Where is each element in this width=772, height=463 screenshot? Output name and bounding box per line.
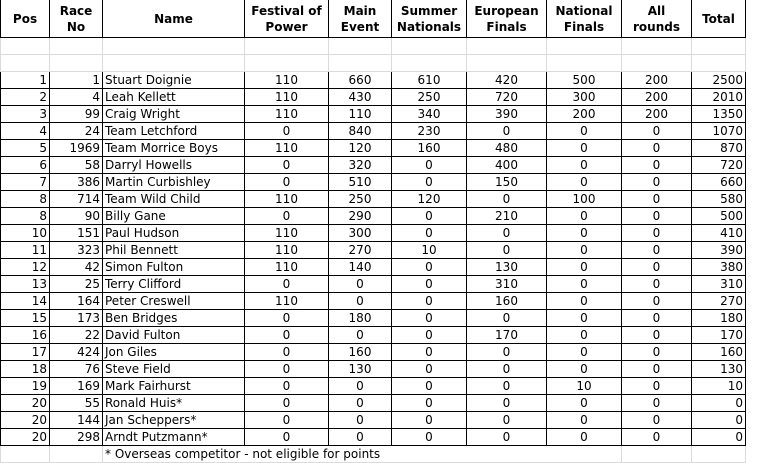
european-finals-cell[interactable]: 0: [467, 361, 547, 378]
empty-cell[interactable]: [1, 55, 50, 72]
name-cell[interactable]: Team Morrice Boys: [103, 140, 245, 157]
pos-cell[interactable]: 16: [1, 327, 50, 344]
main-event-cell[interactable]: 300: [329, 225, 392, 242]
pos-cell[interactable]: 6: [1, 157, 50, 174]
pos-cell[interactable]: 3: [1, 106, 50, 123]
race-no-cell[interactable]: 151: [50, 225, 103, 242]
festival-of-power-cell[interactable]: 0: [245, 310, 329, 327]
main-event-cell[interactable]: 120: [329, 140, 392, 157]
header-summer-nationals[interactable]: Summer Nationals: [392, 0, 467, 38]
main-event-cell[interactable]: 110: [329, 106, 392, 123]
main-event-cell[interactable]: 140: [329, 259, 392, 276]
festival-of-power-cell[interactable]: 110: [245, 106, 329, 123]
pos-cell[interactable]: 13: [1, 276, 50, 293]
all-rounds-cell[interactable]: 0: [622, 344, 692, 361]
table-row: [1, 412, 746, 429]
header-main-event[interactable]: Main Event: [329, 0, 392, 38]
festival-of-power-cell[interactable]: 0: [245, 327, 329, 344]
table-row: [1, 429, 746, 446]
main-event-cell[interactable]: 290: [329, 208, 392, 225]
all-rounds-cell[interactable]: 0: [622, 395, 692, 412]
race-no-cell[interactable]: 99: [50, 106, 103, 123]
festival-of-power-cell[interactable]: 110: [245, 259, 329, 276]
summer-nationals-cell[interactable]: 0: [392, 225, 467, 242]
name-cell[interactable]: Paul Hudson: [103, 225, 245, 242]
race-no-cell[interactable]: 144: [50, 412, 103, 429]
race-no-cell[interactable]: 298: [50, 429, 103, 446]
national-finals-cell[interactable]: 0: [547, 276, 622, 293]
all-rounds-cell[interactable]: 0: [622, 157, 692, 174]
standings-body: [1, 72, 746, 446]
pos-cell[interactable]: 20: [1, 429, 50, 446]
main-event-cell[interactable]: 320: [329, 157, 392, 174]
festival-of-power-cell[interactable]: 0: [245, 123, 329, 140]
table-row: [1, 259, 746, 276]
national-finals-cell[interactable]: 0: [547, 395, 622, 412]
empty-cell[interactable]: [245, 55, 329, 72]
empty-row: [1, 38, 746, 55]
empty-cell[interactable]: [622, 55, 692, 72]
pos-cell[interactable]: 18: [1, 361, 50, 378]
main-event-cell[interactable]: 250: [329, 191, 392, 208]
european-finals-cell[interactable]: 0: [467, 242, 547, 259]
all-rounds-cell[interactable]: 0: [622, 276, 692, 293]
national-finals-cell[interactable]: 0: [547, 123, 622, 140]
empty-cell[interactable]: [692, 55, 746, 72]
race-no-cell[interactable]: 1: [50, 72, 103, 89]
national-finals-cell[interactable]: 300: [547, 89, 622, 106]
all-rounds-cell[interactable]: 0: [622, 123, 692, 140]
empty-cell[interactable]: [622, 38, 692, 55]
name-cell[interactable]: Mark Fairhurst: [103, 378, 245, 395]
national-finals-cell[interactable]: 0: [547, 344, 622, 361]
summer-nationals-cell[interactable]: 610: [392, 72, 467, 89]
empty-row: [1, 55, 746, 72]
race-no-cell[interactable]: 1969: [50, 140, 103, 157]
race-no-cell[interactable]: 4: [50, 89, 103, 106]
name-cell[interactable]: Team Letchford: [103, 123, 245, 140]
table-row: [1, 123, 746, 140]
main-event-cell[interactable]: 160: [329, 344, 392, 361]
empty-cell[interactable]: [692, 38, 746, 55]
european-finals-cell[interactable]: 0: [467, 378, 547, 395]
summer-nationals-cell[interactable]: 230: [392, 123, 467, 140]
summer-nationals-cell[interactable]: 0: [392, 344, 467, 361]
total-cell[interactable]: 1350: [692, 106, 746, 123]
pos-cell[interactable]: 20: [1, 412, 50, 429]
national-finals-cell[interactable]: 0: [547, 242, 622, 259]
festival-of-power-cell[interactable]: 0: [245, 361, 329, 378]
empty-cell[interactable]: [547, 55, 622, 72]
name-cell[interactable]: Craig Wright: [103, 106, 245, 123]
summer-nationals-cell[interactable]: 0: [392, 259, 467, 276]
table-row: [1, 395, 746, 412]
total-cell[interactable]: 310: [692, 276, 746, 293]
national-finals-cell[interactable]: 0: [547, 208, 622, 225]
all-rounds-cell[interactable]: 0: [622, 140, 692, 157]
race-no-cell[interactable]: 55: [50, 395, 103, 412]
race-no-cell[interactable]: 24: [50, 123, 103, 140]
pos-cell[interactable]: 8: [1, 208, 50, 225]
total-cell[interactable]: 870: [692, 140, 746, 157]
name-cell[interactable]: Jon Giles: [103, 344, 245, 361]
total-cell[interactable]: 2500: [692, 72, 746, 89]
festival-of-power-cell[interactable]: 110: [245, 225, 329, 242]
european-finals-cell[interactable]: 0: [467, 310, 547, 327]
name-cell[interactable]: Ronald Huis*: [103, 395, 245, 412]
summer-nationals-cell[interactable]: 0: [392, 395, 467, 412]
name-cell[interactable]: Leah Kellett: [103, 89, 245, 106]
empty-cell[interactable]: [329, 55, 392, 72]
table-row: [1, 327, 746, 344]
main-event-cell[interactable]: 0: [329, 378, 392, 395]
national-finals-cell[interactable]: 0: [547, 225, 622, 242]
race-no-cell[interactable]: 173: [50, 310, 103, 327]
empty-cell[interactable]: [392, 55, 467, 72]
name-cell[interactable]: Peter Creswell: [103, 293, 245, 310]
total-cell[interactable]: 0: [692, 412, 746, 429]
national-finals-cell[interactable]: 0: [547, 310, 622, 327]
summer-nationals-cell[interactable]: 0: [392, 310, 467, 327]
header-race-no[interactable]: Race No: [50, 0, 103, 38]
race-no-cell[interactable]: 90: [50, 208, 103, 225]
footnote-text[interactable]: * Overseas competitor - not eligible for points: [103, 446, 622, 463]
main-event-cell[interactable]: 510: [329, 174, 392, 191]
pos-cell[interactable]: 19: [1, 378, 50, 395]
national-finals-cell[interactable]: 0: [547, 429, 622, 446]
table-row: [1, 361, 746, 378]
pos-cell[interactable]: 7: [1, 174, 50, 191]
name-cell[interactable]: Ben Bridges: [103, 310, 245, 327]
total-cell[interactable]: 180: [692, 310, 746, 327]
european-finals-cell[interactable]: 310: [467, 276, 547, 293]
european-finals-cell[interactable]: 0: [467, 344, 547, 361]
empty-cell[interactable]: [329, 38, 392, 55]
total-cell[interactable]: 720: [692, 157, 746, 174]
header-festival-of-power[interactable]: Festival of Power: [245, 0, 329, 38]
total-cell[interactable]: 660: [692, 174, 746, 191]
all-rounds-cell[interactable]: 0: [622, 293, 692, 310]
summer-nationals-cell[interactable]: 0: [392, 412, 467, 429]
pos-cell[interactable]: 10: [1, 225, 50, 242]
race-no-cell[interactable]: 164: [50, 293, 103, 310]
header-national-finals[interactable]: National Finals: [547, 0, 622, 38]
national-finals-cell[interactable]: 100: [547, 191, 622, 208]
name-cell[interactable]: Phil Bennett: [103, 242, 245, 259]
summer-nationals-cell[interactable]: 0: [392, 174, 467, 191]
national-finals-cell[interactable]: 0: [547, 293, 622, 310]
summer-nationals-cell[interactable]: 340: [392, 106, 467, 123]
empty-cell[interactable]: [392, 38, 467, 55]
festival-of-power-cell[interactable]: 0: [245, 429, 329, 446]
table-row: [1, 106, 746, 123]
festival-of-power-cell[interactable]: 110: [245, 242, 329, 259]
pos-cell[interactable]: 2: [1, 89, 50, 106]
all-rounds-cell[interactable]: 0: [622, 412, 692, 429]
race-no-cell[interactable]: 714: [50, 191, 103, 208]
empty-cell[interactable]: [467, 55, 547, 72]
national-finals-cell[interactable]: 500: [547, 72, 622, 89]
table-row: [1, 208, 746, 225]
all-rounds-cell[interactable]: 0: [622, 378, 692, 395]
table-row: [1, 174, 746, 191]
race-no-cell[interactable]: 76: [50, 361, 103, 378]
main-event-cell[interactable]: 0: [329, 395, 392, 412]
race-no-cell[interactable]: 25: [50, 276, 103, 293]
total-cell[interactable]: 10: [692, 378, 746, 395]
empty-cell[interactable]: [1, 38, 50, 55]
pos-cell[interactable]: 4: [1, 123, 50, 140]
table-row: [1, 293, 746, 310]
name-cell[interactable]: Martin Curbishley: [103, 174, 245, 191]
summer-nationals-cell[interactable]: 10: [392, 242, 467, 259]
total-cell[interactable]: 0: [692, 429, 746, 446]
national-finals-cell[interactable]: 200: [547, 106, 622, 123]
festival-of-power-cell[interactable]: 0: [245, 174, 329, 191]
main-event-cell[interactable]: 0: [329, 276, 392, 293]
empty-cell[interactable]: [467, 38, 547, 55]
empty-rows: [1, 38, 746, 72]
name-cell[interactable]: Billy Gane: [103, 208, 245, 225]
european-finals-cell[interactable]: 170: [467, 327, 547, 344]
european-finals-cell[interactable]: 0: [467, 191, 547, 208]
summer-nationals-cell[interactable]: 0: [392, 327, 467, 344]
name-cell[interactable]: Simon Fulton: [103, 259, 245, 276]
european-finals-cell[interactable]: 720: [467, 89, 547, 106]
main-event-cell[interactable]: 430: [329, 89, 392, 106]
main-event-cell[interactable]: 180: [329, 310, 392, 327]
pos-cell[interactable]: 17: [1, 344, 50, 361]
european-finals-cell[interactable]: 130: [467, 259, 547, 276]
pos-cell[interactable]: 8: [1, 191, 50, 208]
summer-nationals-cell[interactable]: 160: [392, 140, 467, 157]
all-rounds-cell[interactable]: 0: [622, 361, 692, 378]
total-cell[interactable]: 0: [692, 395, 746, 412]
name-cell[interactable]: Jan Scheppers*: [103, 412, 245, 429]
total-cell[interactable]: 500: [692, 208, 746, 225]
european-finals-cell[interactable]: 0: [467, 429, 547, 446]
empty-cell[interactable]: [103, 55, 245, 72]
festival-of-power-cell[interactable]: 0: [245, 344, 329, 361]
summer-nationals-cell[interactable]: 0: [392, 378, 467, 395]
summer-nationals-cell[interactable]: 0: [392, 361, 467, 378]
all-rounds-cell[interactable]: 0: [622, 259, 692, 276]
european-finals-cell[interactable]: 160: [467, 293, 547, 310]
summer-nationals-cell[interactable]: 120: [392, 191, 467, 208]
table-row: [1, 157, 746, 174]
festival-of-power-cell[interactable]: 110: [245, 293, 329, 310]
table-row: [1, 242, 746, 259]
name-cell[interactable]: Team Wild Child: [103, 191, 245, 208]
festival-of-power-cell[interactable]: 110: [245, 191, 329, 208]
header-pos[interactable]: Pos: [1, 0, 50, 38]
race-no-cell[interactable]: 58: [50, 157, 103, 174]
header-name[interactable]: Name: [103, 0, 245, 38]
main-event-cell[interactable]: 0: [329, 412, 392, 429]
header-row: [1, 0, 746, 38]
empty-cell[interactable]: [103, 38, 245, 55]
total-cell[interactable]: 170: [692, 327, 746, 344]
all-rounds-cell[interactable]: 0: [622, 225, 692, 242]
total-cell[interactable]: 2010: [692, 89, 746, 106]
race-no-cell[interactable]: 169: [50, 378, 103, 395]
table-row: [1, 191, 746, 208]
main-event-cell[interactable]: 270: [329, 242, 392, 259]
main-event-cell[interactable]: 0: [329, 293, 392, 310]
european-finals-cell[interactable]: 480: [467, 140, 547, 157]
total-cell[interactable]: 580: [692, 191, 746, 208]
european-finals-cell[interactable]: 0: [467, 395, 547, 412]
all-rounds-cell[interactable]: 0: [622, 310, 692, 327]
pos-cell[interactable]: 12: [1, 259, 50, 276]
pos-cell[interactable]: 20: [1, 395, 50, 412]
main-event-cell[interactable]: 0: [329, 327, 392, 344]
table-row: [1, 378, 746, 395]
all-rounds-cell[interactable]: 0: [622, 208, 692, 225]
national-finals-cell[interactable]: 0: [547, 412, 622, 429]
festival-of-power-cell[interactable]: 110: [245, 89, 329, 106]
table-row: [1, 72, 746, 89]
main-event-cell[interactable]: 840: [329, 123, 392, 140]
festival-of-power-cell[interactable]: 0: [245, 412, 329, 429]
table-row: [1, 89, 746, 106]
total-cell[interactable]: 160: [692, 344, 746, 361]
total-cell[interactable]: 270: [692, 293, 746, 310]
total-cell[interactable]: 380: [692, 259, 746, 276]
festival-of-power-cell[interactable]: 0: [245, 157, 329, 174]
summer-nationals-cell[interactable]: 0: [392, 293, 467, 310]
table-row: [1, 310, 746, 327]
festival-of-power-cell[interactable]: 0: [245, 378, 329, 395]
european-finals-cell[interactable]: 0: [467, 412, 547, 429]
all-rounds-cell[interactable]: 200: [622, 72, 692, 89]
header-total[interactable]: Total: [692, 0, 746, 38]
national-finals-cell[interactable]: 0: [547, 327, 622, 344]
table-row: [1, 225, 746, 242]
total-cell[interactable]: 410: [692, 225, 746, 242]
table-row: [1, 140, 746, 157]
all-rounds-cell[interactable]: 0: [622, 174, 692, 191]
national-finals-cell[interactable]: 0: [547, 259, 622, 276]
national-finals-cell[interactable]: 0: [547, 174, 622, 191]
empty-cell[interactable]: [547, 38, 622, 55]
main-event-cell[interactable]: 660: [329, 72, 392, 89]
all-rounds-cell[interactable]: 0: [622, 242, 692, 259]
national-finals-cell[interactable]: 0: [547, 140, 622, 157]
summer-nationals-cell[interactable]: 250: [392, 89, 467, 106]
national-finals-cell[interactable]: 0: [547, 361, 622, 378]
european-finals-cell[interactable]: 0: [467, 225, 547, 242]
race-no-cell[interactable]: 323: [50, 242, 103, 259]
national-finals-cell[interactable]: 10: [547, 378, 622, 395]
race-no-cell[interactable]: 386: [50, 174, 103, 191]
total-cell[interactable]: 1070: [692, 123, 746, 140]
header-european-finals[interactable]: European Finals: [467, 0, 547, 38]
pos-cell[interactable]: 5: [1, 140, 50, 157]
summer-nationals-cell[interactable]: 0: [392, 157, 467, 174]
main-event-cell[interactable]: 130: [329, 361, 392, 378]
european-finals-cell[interactable]: 390: [467, 106, 547, 123]
all-rounds-cell[interactable]: 0: [622, 429, 692, 446]
main-event-cell[interactable]: 0: [329, 429, 392, 446]
festival-of-power-cell[interactable]: 0: [245, 395, 329, 412]
pos-cell[interactable]: 14: [1, 293, 50, 310]
race-no-cell[interactable]: 22: [50, 327, 103, 344]
race-no-cell[interactable]: 42: [50, 259, 103, 276]
national-finals-cell[interactable]: 0: [547, 157, 622, 174]
european-finals-cell[interactable]: 0: [467, 123, 547, 140]
empty-cell[interactable]: [50, 55, 103, 72]
all-rounds-cell[interactable]: 200: [622, 106, 692, 123]
all-rounds-cell[interactable]: 0: [622, 191, 692, 208]
name-cell[interactable]: Arndt Putzmann*: [103, 429, 245, 446]
name-cell[interactable]: Stuart Doignie: [103, 72, 245, 89]
summer-nationals-cell[interactable]: 0: [392, 429, 467, 446]
all-rounds-cell[interactable]: 200: [622, 89, 692, 106]
name-cell[interactable]: Terry Clifford: [103, 276, 245, 293]
table-row: [1, 276, 746, 293]
table-row: [1, 344, 746, 361]
race-no-cell[interactable]: 424: [50, 344, 103, 361]
all-rounds-cell[interactable]: 0: [622, 327, 692, 344]
total-cell[interactable]: 130: [692, 361, 746, 378]
festival-of-power-cell[interactable]: 0: [245, 276, 329, 293]
pos-cell[interactable]: 1: [1, 72, 50, 89]
name-cell[interactable]: David Fulton: [103, 327, 245, 344]
name-cell[interactable]: Darryl Howells: [103, 157, 245, 174]
empty-cell[interactable]: [50, 38, 103, 55]
pos-cell[interactable]: 11: [1, 242, 50, 259]
total-cell[interactable]: 390: [692, 242, 746, 259]
european-finals-cell[interactable]: 400: [467, 157, 547, 174]
name-cell[interactable]: Steve Field: [103, 361, 245, 378]
festival-of-power-cell[interactable]: 110: [245, 72, 329, 89]
header-all-rounds[interactable]: All rounds: [622, 0, 692, 38]
summer-nationals-cell[interactable]: 0: [392, 208, 467, 225]
european-finals-cell[interactable]: 420: [467, 72, 547, 89]
european-finals-cell[interactable]: 150: [467, 174, 547, 191]
festival-of-power-cell[interactable]: 0: [245, 208, 329, 225]
empty-cell[interactable]: [245, 38, 329, 55]
european-finals-cell[interactable]: 210: [467, 208, 547, 225]
festival-of-power-cell[interactable]: 110: [245, 140, 329, 157]
pos-cell[interactable]: 15: [1, 310, 50, 327]
summer-nationals-cell[interactable]: 0: [392, 276, 467, 293]
